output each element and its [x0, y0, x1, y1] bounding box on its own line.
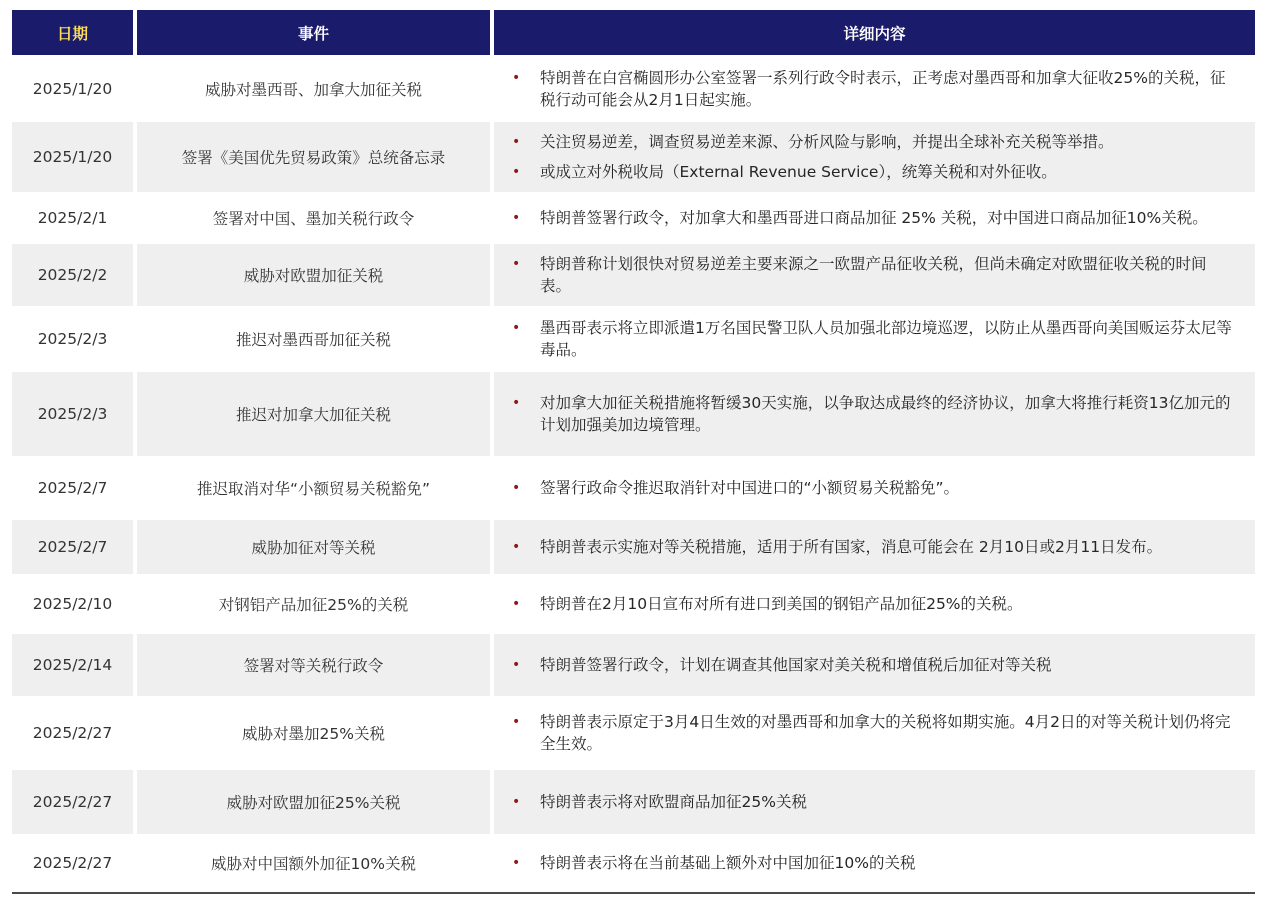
detail-text: 特朗普表示原定于3月4日生效的对墨西哥和加拿大的关税将如期实施。4月2日的对等关税计划仍将完全生效。 — [540, 713, 1231, 753]
event-cell — [137, 834, 490, 892]
date-cell-text: 2025/1/20 — [32, 148, 113, 166]
event-cell-text: 签署对中国、墨加关税行政令 — [212, 210, 415, 228]
event-cell — [137, 696, 490, 770]
detail-text: 特朗普表示实施对等关税措施，适用于所有国家，消息可能会在 2月10日或2月11日发布。 — [540, 538, 1163, 556]
detail-list — [494, 711, 1243, 755]
event-cell-text: 威胁对墨加25%关税 — [242, 725, 385, 743]
event-cell-text: 推迟对墨西哥加征关税 — [235, 331, 391, 349]
bullet-icon: • — [512, 134, 521, 150]
detail-text: 特朗普签署行政令，计划在调查其他国家对美关税和增值税后加征对等关税 — [540, 656, 1052, 674]
column-header-date: 日期 — [12, 10, 133, 55]
column-header-detail: 详细内容 — [494, 10, 1255, 55]
date-cell-text: 2025/2/14 — [32, 656, 113, 674]
table-row — [12, 574, 1255, 634]
bullet-icon: • — [512, 256, 521, 272]
detail-list — [494, 253, 1243, 297]
event-cell — [137, 55, 490, 122]
event-cell-text: 威胁加征对等关税 — [251, 539, 376, 557]
event-cell-text: 推迟取消对华“小额贸易关税豁免” — [196, 480, 431, 498]
detail-cell — [494, 634, 1255, 696]
table-row — [12, 122, 1255, 192]
detail-text: 或成立对外税收局（External Revenue Service），统筹关税和对外征收。 — [540, 163, 1057, 181]
date-cell — [12, 456, 133, 520]
detail-cell — [494, 306, 1255, 372]
detail-bullet-item — [494, 852, 1243, 874]
table-row — [12, 834, 1255, 892]
table-header-row — [12, 10, 1255, 55]
event-cell — [137, 574, 490, 634]
detail-list — [494, 67, 1243, 111]
date-cell — [12, 574, 133, 634]
detail-list — [494, 207, 1243, 229]
detail-cell — [494, 456, 1255, 520]
detail-list — [494, 131, 1243, 183]
detail-text: 特朗普称计划很快对贸易逆差主要来源之一欧盟产品征收关税，但尚未确定对欧盟征收关税的时间表。 — [540, 255, 1207, 295]
detail-text: 签署行政命令推迟取消针对中国进口的“小额贸易关税豁免”。 — [540, 479, 960, 497]
detail-bullet-item — [494, 791, 1243, 813]
detail-bullet-item — [494, 536, 1243, 558]
date-cell — [12, 372, 133, 456]
event-cell-text: 推迟对加拿大加征关税 — [235, 406, 391, 424]
detail-bullet-item — [494, 392, 1243, 436]
table-row — [12, 55, 1255, 122]
event-cell — [137, 372, 490, 456]
event-cell — [137, 122, 490, 192]
date-cell-text: 2025/2/27 — [32, 793, 113, 811]
detail-list — [494, 791, 1243, 813]
event-cell-text: 对钢铝产品加征25%的关税 — [218, 596, 409, 614]
date-cell — [12, 55, 133, 122]
event-cell-text: 威胁对欧盟加征25%关税 — [226, 794, 401, 812]
event-cell — [137, 306, 490, 372]
detail-list — [494, 852, 1243, 874]
event-cell — [137, 634, 490, 696]
detail-cell — [494, 192, 1255, 244]
bullet-icon: • — [512, 320, 521, 336]
detail-bullet-item — [494, 317, 1243, 361]
detail-list — [494, 536, 1243, 558]
table-row — [12, 696, 1255, 770]
date-cell — [12, 634, 133, 696]
detail-list — [494, 654, 1243, 676]
tariff-timeline-table — [12, 10, 1255, 894]
detail-bullet-item — [494, 161, 1243, 183]
event-cell-text: 签署对等关税行政令 — [243, 657, 384, 675]
detail-cell — [494, 122, 1255, 192]
date-cell-text: 2025/2/3 — [37, 405, 108, 423]
detail-bullet-item — [494, 131, 1243, 153]
bullet-icon: • — [512, 164, 521, 180]
date-cell — [12, 122, 133, 192]
detail-list — [494, 593, 1243, 615]
detail-text: 特朗普签署行政令，对加拿大和墨西哥进口商品加征 25% 关税，对中国进口商品加征10%关税。 — [540, 209, 1208, 227]
table-row — [12, 770, 1255, 834]
date-cell-text: 2025/2/2 — [37, 266, 108, 284]
date-cell-text: 2025/2/27 — [32, 724, 113, 742]
event-cell — [137, 456, 490, 520]
bullet-icon: • — [512, 596, 521, 612]
detail-bullet-item — [494, 654, 1243, 676]
detail-bullet-item — [494, 253, 1243, 297]
detail-cell — [494, 834, 1255, 892]
event-cell — [137, 192, 490, 244]
bullet-icon: • — [512, 855, 521, 871]
event-cell — [137, 520, 490, 574]
date-cell-text: 2025/2/10 — [32, 595, 113, 613]
table-row — [12, 372, 1255, 456]
event-cell-text: 威胁对欧盟加征关税 — [243, 267, 384, 285]
date-cell — [12, 306, 133, 372]
date-cell — [12, 770, 133, 834]
detail-text: 特朗普表示将对欧盟商品加征25%关税 — [540, 793, 807, 811]
event-cell-text: 威胁对墨西哥、加拿大加征关税 — [204, 80, 422, 99]
date-cell-text: 2025/2/7 — [37, 538, 108, 556]
bullet-icon: • — [512, 480, 521, 496]
column-header-event: 事件 — [137, 10, 490, 55]
detail-cell — [494, 574, 1255, 634]
detail-bullet-item — [494, 67, 1243, 111]
detail-text: 特朗普表示将在当前基础上额外对中国加征10%的关税 — [540, 854, 916, 872]
detail-cell — [494, 696, 1255, 770]
bullet-icon: • — [512, 210, 521, 226]
table-row — [12, 192, 1255, 244]
bullet-icon: • — [512, 69, 521, 86]
detail-cell — [494, 244, 1255, 306]
detail-cell — [494, 372, 1255, 456]
detail-cell — [494, 770, 1255, 834]
date-cell-text: 2025/2/7 — [37, 479, 108, 497]
table-body — [12, 55, 1255, 892]
bullet-icon: • — [512, 539, 521, 555]
detail-bullet-item — [494, 477, 1243, 499]
detail-list — [494, 477, 1243, 499]
date-cell-text: 2025/2/27 — [32, 854, 113, 872]
table-row — [12, 244, 1255, 306]
date-cell — [12, 520, 133, 574]
detail-text: 关注贸易逆差，调查贸易逆差来源、分析风险与影响，并提出全球补充关税等举措。 — [540, 133, 1114, 151]
detail-bullet-item — [494, 711, 1243, 755]
date-cell-text: 2025/2/3 — [37, 330, 108, 348]
detail-list — [494, 317, 1243, 361]
event-cell-text: 威胁对中国额外加征10%关税 — [211, 855, 416, 873]
bullet-icon: • — [512, 714, 521, 730]
bullet-icon: • — [512, 794, 521, 810]
table-row — [12, 306, 1255, 372]
detail-text: 墨西哥表示将立即派遣1万名国民警卫队人员加强北部边境巡逻，以防止从墨西哥向美国贩运芬太尼等毒品。 — [540, 319, 1232, 359]
date-cell-text: 2025/2/1 — [37, 209, 108, 227]
date-cell — [12, 834, 133, 892]
table-row — [12, 634, 1255, 696]
detail-text: 对加拿大加征关税措施将暂缓30天实施，以争取达成最终的经济协议，加拿大将推行耗资13亿加元的计划加强美加边境管理。 — [540, 394, 1231, 434]
detail-list — [494, 392, 1243, 436]
detail-cell — [494, 55, 1255, 122]
date-cell-text: 2025/1/20 — [32, 79, 113, 98]
event-cell-text: 签署《美国优先贸易政策》总统备忘录 — [181, 149, 446, 167]
bullet-icon: • — [512, 657, 521, 673]
detail-bullet-item — [494, 207, 1243, 229]
table-row — [12, 520, 1255, 574]
detail-bullet-item — [494, 593, 1243, 615]
bullet-icon: • — [512, 395, 521, 411]
event-cell — [137, 244, 490, 306]
date-cell — [12, 696, 133, 770]
date-cell — [12, 192, 133, 244]
detail-text: 特朗普在2月10日宣布对所有进口到美国的钢铝产品加征25%的关税。 — [540, 595, 1023, 613]
table-row — [12, 456, 1255, 520]
detail-cell — [494, 520, 1255, 574]
date-cell — [12, 244, 133, 306]
detail-text: 特朗普在白宫椭圆形办公室签署一系列行政令时表示，正考虑对墨西哥和加拿大征收25%的关税，征税行动可能会从2月1日起实施。 — [540, 68, 1226, 109]
event-cell — [137, 770, 490, 834]
